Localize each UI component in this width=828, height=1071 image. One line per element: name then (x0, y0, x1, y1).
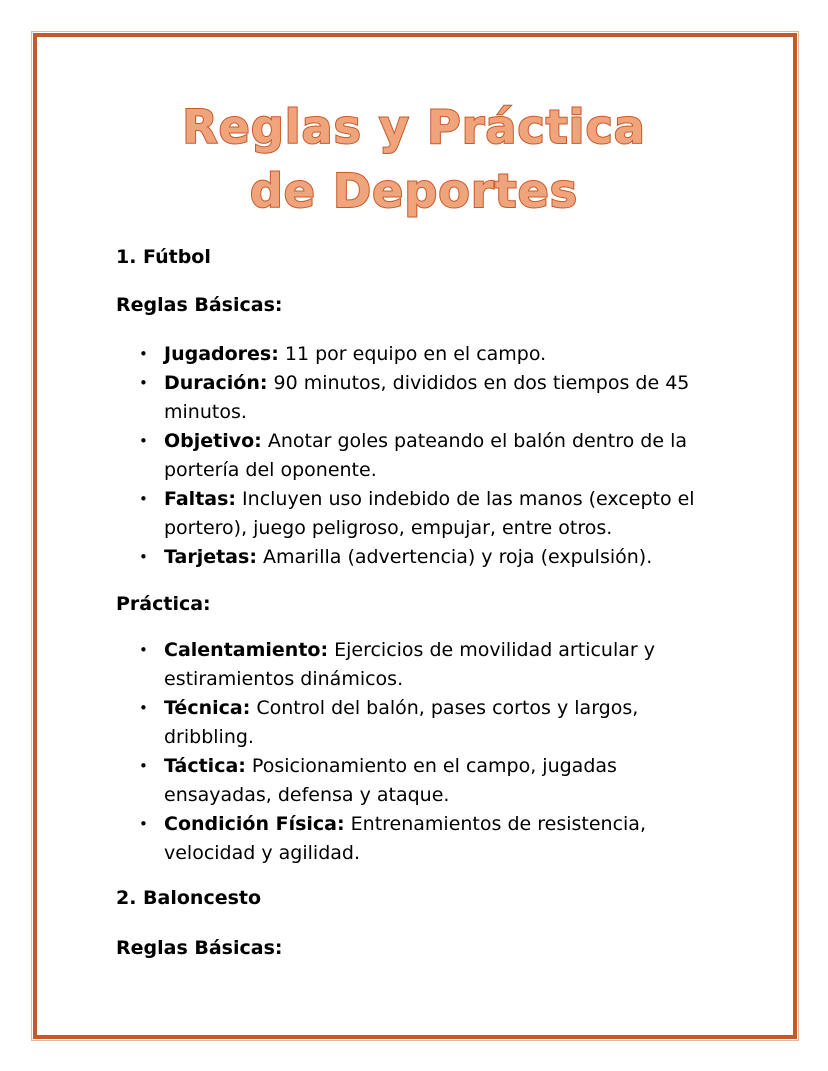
rule-text-continuation: portero), juego peligroso, empujar, entre otros. (164, 517, 613, 539)
list-item (116, 810, 716, 868)
baloncesto-rules-heading: Reglas Básicas: (116, 937, 283, 959)
rule-text: Amarilla (advertencia) y roja (expulsión). (256, 546, 653, 568)
rule-term: Duración: (164, 372, 268, 394)
bullet-icon: • (139, 548, 148, 566)
practice-term: Técnica: (164, 697, 251, 719)
bullet-icon: • (139, 374, 148, 392)
list-item (116, 427, 716, 485)
list-item (116, 752, 716, 810)
bullet-icon: • (139, 432, 148, 450)
bullet-icon: • (139, 345, 148, 363)
practice-text: Ejercicios de movilidad articular y (328, 639, 655, 661)
list-item (116, 369, 716, 427)
futbol-practice-heading: Práctica: (116, 593, 211, 615)
bullet-icon: • (139, 490, 148, 508)
list-item (116, 636, 716, 694)
bullet-icon: • (139, 641, 148, 659)
practice-text-continuation: estiramientos dinámicos. (164, 668, 404, 690)
futbol-rules-list (116, 340, 716, 572)
rule-text-continuation: minutos. (164, 401, 247, 423)
rule-text: 11 por equipo en el campo. (278, 343, 547, 365)
futbol-rules-heading: Reglas Básicas: (116, 294, 283, 316)
list-item (116, 694, 716, 752)
list-item (116, 485, 716, 543)
practice-text: Entrenamientos de resistencia, (344, 813, 646, 835)
futbol-practice-list (116, 636, 716, 868)
section-heading-baloncesto: 2. Baloncesto (116, 887, 262, 909)
rule-term: Tarjetas: (164, 546, 257, 568)
practice-text-continuation: ensayadas, defensa y ataque. (164, 784, 450, 806)
practice-term: Calentamiento: (164, 639, 329, 661)
document-title-line-2: de Deportes (249, 164, 579, 218)
rule-text-continuation: portería del oponente. (164, 459, 377, 481)
rule-term: Jugadores: (164, 343, 279, 365)
document-title-line-1: Reglas y Práctica (182, 100, 646, 154)
list-item (116, 543, 716, 572)
rule-term: Objetivo: (164, 430, 262, 452)
practice-text: Posicionamiento en el campo, jugadas (245, 755, 617, 777)
rule-text: 90 minutos, divididos en dos tiempos de 45 (267, 372, 690, 394)
rule-text: Incluyen uso indebido de las manos (excepto el (236, 488, 695, 510)
bullet-icon: • (139, 757, 148, 775)
practice-text-continuation: dribbling. (164, 726, 254, 748)
practice-term: Condición Física: (164, 813, 345, 835)
practice-term: Táctica: (164, 755, 246, 777)
list-item (116, 340, 716, 369)
rule-text: Anotar goles pateando el balón dentro de la (261, 430, 687, 452)
practice-text-continuation: velocidad y agilidad. (164, 842, 360, 864)
bullet-icon: • (139, 699, 148, 717)
practice-text: Control del balón, pases cortos y largos, (250, 697, 639, 719)
bullet-icon: • (139, 815, 148, 833)
section-heading-futbol: 1. Fútbol (116, 246, 211, 268)
rule-term: Faltas: (164, 488, 237, 510)
